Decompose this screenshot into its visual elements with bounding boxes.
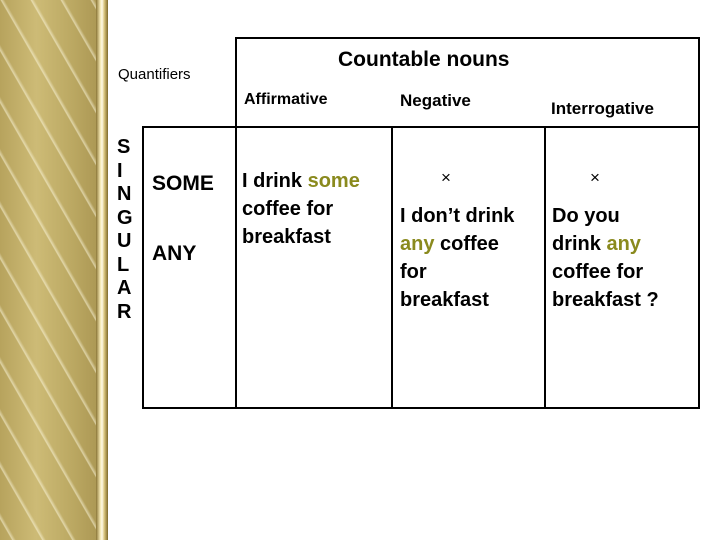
quantifiers-label: Quantifiers (118, 66, 191, 83)
example-text: I don’t drink (400, 205, 515, 227)
example-text: breakfast ? (552, 289, 659, 311)
example-text: drink (552, 233, 607, 255)
negative-line (400, 286, 514, 314)
negative-line (400, 202, 514, 230)
side-label-letter: U (117, 230, 132, 252)
quantifier-any: ANY (152, 242, 197, 265)
side-label-letter: I (117, 159, 123, 182)
table-divider-affirmative (391, 126, 393, 409)
side-label-letter: A (117, 277, 132, 299)
example-text: coffee (434, 233, 499, 255)
side-label-letter: L (117, 253, 130, 276)
table-border-right (698, 37, 700, 409)
example-text: breakfast (400, 289, 489, 311)
negative-example (400, 202, 514, 314)
table-divider-side-label (142, 126, 144, 409)
table-divider-negative (544, 126, 546, 409)
example-text: I drink (242, 170, 308, 192)
example-text: coffee for (242, 198, 334, 220)
interrogative-line (552, 202, 659, 230)
side-label-letter: N (117, 183, 132, 205)
highlighted-quantifier: any (400, 233, 435, 255)
column-header-interrogative: Interrogative (551, 99, 654, 118)
quantifier-some: SOME (152, 172, 214, 195)
affirmative-line (242, 195, 360, 223)
affirmative-line (242, 167, 360, 195)
interrogative-line (552, 230, 659, 258)
example-text: Do you (552, 205, 620, 227)
example-text: for (400, 261, 427, 283)
column-header-negative: Negative (400, 91, 471, 110)
interrogative-line (552, 258, 659, 286)
example-text: coffee for (552, 261, 644, 283)
example-text: breakfast (242, 226, 331, 248)
highlighted-quantifier: any (606, 233, 641, 255)
interrogative-example (552, 202, 659, 314)
table-border-top (235, 37, 699, 39)
side-label-letter: R (117, 300, 132, 323)
side-label-letter: S (117, 136, 131, 158)
side-label-letter: G (117, 206, 133, 229)
negative-line (400, 230, 514, 258)
countable-nouns-title: Countable nouns (338, 48, 510, 71)
column-header-affirmative: Affirmative (244, 91, 328, 108)
side-label-singular (117, 136, 133, 324)
affirmative-line (242, 223, 360, 251)
table-border-bottom (142, 407, 700, 409)
negative-cross-mark: × (441, 168, 451, 187)
negative-line (400, 258, 514, 286)
interrogative-line (552, 286, 659, 314)
affirmative-example (242, 167, 360, 251)
table-header-divider (142, 126, 700, 128)
interrogative-cross-mark: × (590, 168, 600, 187)
decorative-gold-rail (96, 0, 108, 540)
highlighted-quantifier: some (307, 170, 360, 192)
decorative-gold-band (0, 0, 104, 540)
table-divider-quantifiers (235, 37, 237, 409)
